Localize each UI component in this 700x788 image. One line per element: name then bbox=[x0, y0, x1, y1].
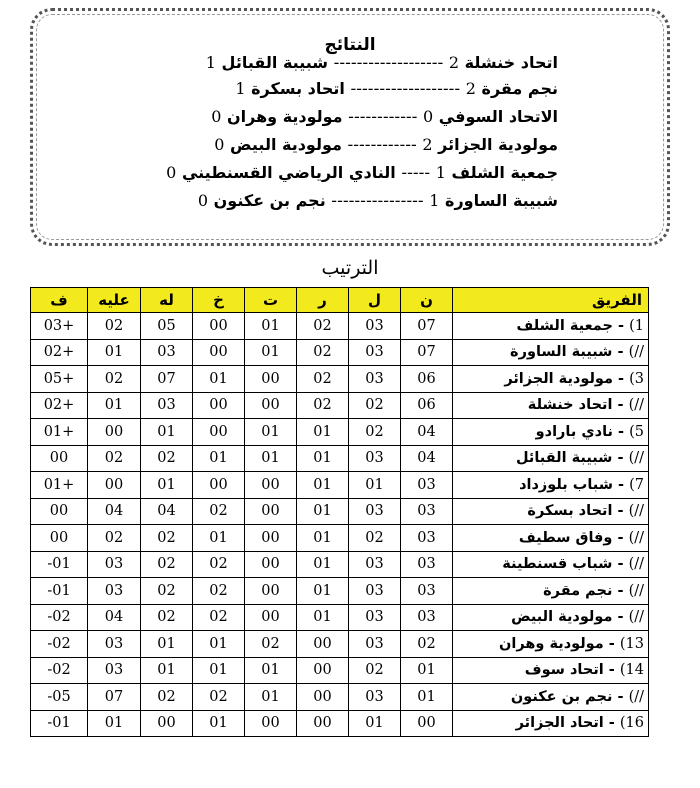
home-team: اتحاد خنشلة bbox=[464, 53, 558, 72]
blank-cell: 01 bbox=[193, 366, 245, 393]
away-team: اتحاد بسكرة bbox=[251, 79, 345, 98]
header-lost: ت bbox=[245, 288, 297, 313]
team-name: مولودية الجزائر bbox=[504, 370, 613, 387]
table-row bbox=[31, 366, 649, 393]
goals-for-cell: 03 bbox=[141, 392, 193, 419]
drawn-cell: 00 bbox=[297, 710, 349, 737]
rank-label: //) bbox=[628, 397, 644, 414]
table-row bbox=[31, 710, 649, 737]
rank-label: //) bbox=[628, 582, 644, 599]
blank-cell: 01 bbox=[193, 631, 245, 658]
goal-diff-cell: 01- bbox=[31, 710, 88, 737]
team-cell: //) - اتحاد بسكرة bbox=[453, 498, 649, 525]
result-line bbox=[138, 52, 558, 74]
table-row bbox=[31, 684, 649, 711]
away-score: 0 bbox=[214, 135, 225, 154]
played-cell: 01 bbox=[401, 684, 453, 711]
played-cell: 03 bbox=[401, 525, 453, 552]
blank-cell: 00 bbox=[193, 419, 245, 446]
team-cell: //) - شباب قسنطينة bbox=[453, 551, 649, 578]
standings-table bbox=[30, 287, 649, 737]
played-cell: 03 bbox=[401, 498, 453, 525]
blank-cell: 02 bbox=[193, 578, 245, 605]
won-cell: 02 bbox=[349, 419, 401, 446]
team-name: نجم مقرة bbox=[543, 582, 613, 599]
goals-against-cell: 02 bbox=[88, 366, 141, 393]
lost-cell: 01 bbox=[245, 313, 297, 340]
rank-label: //) bbox=[628, 503, 644, 520]
team-cell: 3) - مولودية الجزائر bbox=[453, 366, 649, 393]
lost-cell: 00 bbox=[245, 392, 297, 419]
team-name: مولودية البيض bbox=[511, 609, 613, 626]
goals-against-cell: 03 bbox=[88, 551, 141, 578]
won-cell: 03 bbox=[349, 313, 401, 340]
dash-separator: ------------ bbox=[348, 107, 418, 126]
team-name: اتحاد سوف bbox=[524, 662, 604, 679]
goals-against-cell: 03 bbox=[88, 631, 141, 658]
won-cell: 03 bbox=[349, 366, 401, 393]
home-team: مولودية الجزائر bbox=[438, 135, 558, 154]
rank-label: 7) bbox=[629, 476, 644, 493]
rank-label: //) bbox=[628, 609, 644, 626]
away-score: 0 bbox=[197, 191, 209, 210]
rank-label: //) bbox=[628, 450, 644, 467]
played-cell: 06 bbox=[401, 392, 453, 419]
goals-for-cell: 05 bbox=[141, 313, 193, 340]
blank-cell: 01 bbox=[193, 710, 245, 737]
won-cell: 02 bbox=[349, 392, 401, 419]
goals-against-cell: 01 bbox=[88, 710, 141, 737]
goals-against-cell: 01 bbox=[88, 392, 141, 419]
lost-cell: 01 bbox=[245, 445, 297, 472]
rank-label: 16) bbox=[619, 715, 644, 732]
won-cell: 03 bbox=[349, 631, 401, 658]
played-cell: 01 bbox=[401, 657, 453, 684]
header-drawn: ر bbox=[297, 288, 349, 313]
team-name: شبيبة الساورة bbox=[510, 344, 613, 361]
lost-cell: 00 bbox=[245, 366, 297, 393]
goals-for-cell: 02 bbox=[141, 525, 193, 552]
table-row bbox=[31, 445, 649, 472]
goal-diff-cell: +01 bbox=[31, 419, 88, 446]
table-row bbox=[31, 313, 649, 340]
header-goal-diff: ف bbox=[31, 288, 88, 313]
lost-cell: 01 bbox=[245, 419, 297, 446]
drawn-cell: 01 bbox=[297, 445, 349, 472]
goals-for-cell: 01 bbox=[141, 472, 193, 499]
blank-cell: 02 bbox=[193, 604, 245, 631]
home-score: 1 bbox=[429, 191, 440, 210]
away-score: 0 bbox=[211, 107, 222, 126]
goal-diff-cell: +01 bbox=[31, 472, 88, 499]
rank-label: 5) bbox=[629, 423, 644, 440]
drawn-cell: 01 bbox=[297, 472, 349, 499]
result-line bbox=[138, 162, 558, 184]
blank-cell: 01 bbox=[193, 525, 245, 552]
goal-diff-cell: 01- bbox=[31, 578, 88, 605]
away-score: 1 bbox=[205, 53, 216, 72]
home-score: 0 bbox=[423, 107, 434, 126]
team-cell: //) - اتحاد خنشلة bbox=[453, 392, 649, 419]
lost-cell: 00 bbox=[245, 498, 297, 525]
team-name: اتحاد خنشلة bbox=[527, 397, 613, 414]
won-cell: 03 bbox=[349, 604, 401, 631]
header-blank: خ bbox=[193, 288, 245, 313]
home-score: 2 bbox=[465, 79, 476, 98]
played-cell: 03 bbox=[401, 604, 453, 631]
team-name: شبيبة القبائل bbox=[515, 450, 613, 467]
result-line bbox=[138, 106, 558, 128]
blank-cell: 00 bbox=[193, 392, 245, 419]
team-name: وفاق سطيف bbox=[518, 529, 613, 546]
rank-label: 1) bbox=[629, 317, 644, 334]
away-score: 0 bbox=[166, 163, 177, 182]
table-row bbox=[31, 525, 649, 552]
blank-cell: 01 bbox=[193, 657, 245, 684]
drawn-cell: 01 bbox=[297, 525, 349, 552]
goals-for-cell: 01 bbox=[141, 419, 193, 446]
team-cell: 5) - نادي بارادو bbox=[453, 419, 649, 446]
goal-diff-cell: +05 bbox=[31, 366, 88, 393]
rank-label: //) bbox=[628, 556, 644, 573]
away-team: مولودية وهران bbox=[226, 107, 343, 126]
goals-against-cell: 02 bbox=[88, 313, 141, 340]
blank-cell: 02 bbox=[193, 498, 245, 525]
team-cell: 1) - جمعية الشلف bbox=[453, 313, 649, 340]
goals-for-cell: 04 bbox=[141, 498, 193, 525]
lost-cell: 00 bbox=[245, 578, 297, 605]
lost-cell: 00 bbox=[245, 472, 297, 499]
won-cell: 01 bbox=[349, 472, 401, 499]
lost-cell: 01 bbox=[245, 339, 297, 366]
rank-label: //) bbox=[628, 688, 644, 705]
lost-cell: 00 bbox=[245, 604, 297, 631]
result-line bbox=[138, 190, 558, 212]
ranking-title: الترتيب bbox=[321, 257, 379, 279]
won-cell: 03 bbox=[349, 551, 401, 578]
team-cell: 16) - اتحاد الجزائر bbox=[453, 710, 649, 737]
table-row bbox=[31, 419, 649, 446]
won-cell: 03 bbox=[349, 339, 401, 366]
blank-cell: 02 bbox=[193, 684, 245, 711]
goal-diff-cell: +03 bbox=[31, 313, 88, 340]
played-cell: 03 bbox=[401, 551, 453, 578]
dash-separator: ---------------- bbox=[331, 191, 424, 210]
rank-label: //) bbox=[628, 344, 644, 361]
table-row bbox=[31, 339, 649, 366]
team-name: نادي بارادو bbox=[535, 423, 613, 440]
team-cell: //) - وفاق سطيف bbox=[453, 525, 649, 552]
header-won: ل bbox=[349, 288, 401, 313]
drawn-cell: 01 bbox=[297, 419, 349, 446]
header-goals-against: عليه bbox=[88, 288, 141, 313]
team-cell: 14) - اتحاد سوف bbox=[453, 657, 649, 684]
goal-diff-cell: 01- bbox=[31, 551, 88, 578]
played-cell: 03 bbox=[401, 472, 453, 499]
dash-separator: ------------ bbox=[347, 135, 417, 154]
rank-label: 14) bbox=[619, 662, 644, 679]
goal-diff-cell: 02- bbox=[31, 631, 88, 658]
team-name: شباب بلوزداد bbox=[519, 476, 613, 493]
goal-diff-cell: 02- bbox=[31, 657, 88, 684]
blank-cell: 00 bbox=[193, 313, 245, 340]
goals-for-cell: 01 bbox=[141, 657, 193, 684]
home-team: شبيبة الساورة bbox=[445, 191, 558, 210]
team-name: نجم بن عكنون bbox=[510, 688, 613, 705]
won-cell: 03 bbox=[349, 684, 401, 711]
drawn-cell: 02 bbox=[297, 313, 349, 340]
goals-for-cell: 01 bbox=[141, 631, 193, 658]
goals-for-cell: 02 bbox=[141, 604, 193, 631]
lost-cell: 01 bbox=[245, 684, 297, 711]
drawn-cell: 01 bbox=[297, 551, 349, 578]
rank-label: //) bbox=[628, 529, 644, 546]
played-cell: 06 bbox=[401, 366, 453, 393]
drawn-cell: 01 bbox=[297, 498, 349, 525]
dash-separator: ------------------- bbox=[350, 79, 461, 98]
home-score: 2 bbox=[448, 53, 460, 72]
goals-against-cell: 04 bbox=[88, 498, 141, 525]
goals-for-cell: 02 bbox=[141, 445, 193, 472]
won-cell: 01 bbox=[349, 710, 401, 737]
goals-against-cell: 04 bbox=[88, 604, 141, 631]
lost-cell: 00 bbox=[245, 525, 297, 552]
team-cell: //) - نجم بن عكنون bbox=[453, 684, 649, 711]
blank-cell: 00 bbox=[193, 472, 245, 499]
team-name: شباب قسنطينة bbox=[502, 556, 613, 573]
blank-cell: 02 bbox=[193, 551, 245, 578]
result-line bbox=[138, 134, 558, 156]
table-row bbox=[31, 472, 649, 499]
drawn-cell: 00 bbox=[297, 631, 349, 658]
away-team: شبيبة القبائل bbox=[221, 53, 328, 72]
table-row bbox=[31, 657, 649, 684]
played-cell: 04 bbox=[401, 445, 453, 472]
table-row bbox=[31, 551, 649, 578]
table-row bbox=[31, 578, 649, 605]
rank-label: 3) bbox=[629, 370, 644, 387]
goals-for-cell: 03 bbox=[141, 339, 193, 366]
goal-diff-cell: 00 bbox=[31, 525, 88, 552]
played-cell: 02 bbox=[401, 631, 453, 658]
drawn-cell: 02 bbox=[297, 392, 349, 419]
goals-against-cell: 03 bbox=[88, 578, 141, 605]
goals-for-cell: 02 bbox=[141, 684, 193, 711]
table-row bbox=[31, 631, 649, 658]
goals-against-cell: 01 bbox=[88, 339, 141, 366]
team-cell: //) - نجم مقرة bbox=[453, 578, 649, 605]
team-name: اتحاد بسكرة bbox=[527, 503, 613, 520]
goal-diff-cell: +02 bbox=[31, 339, 88, 366]
away-team: مولودية البيض bbox=[230, 135, 342, 154]
home-score: 2 bbox=[422, 135, 433, 154]
goals-against-cell: 00 bbox=[88, 419, 141, 446]
goal-diff-cell: 05- bbox=[31, 684, 88, 711]
lost-cell: 01 bbox=[245, 657, 297, 684]
results-title: النتائج bbox=[324, 35, 376, 55]
blank-cell: 01 bbox=[193, 445, 245, 472]
won-cell: 03 bbox=[349, 498, 401, 525]
won-cell: 03 bbox=[349, 445, 401, 472]
dash-separator: ----- bbox=[401, 163, 431, 182]
drawn-cell: 00 bbox=[297, 684, 349, 711]
home-team: نجم مقرة bbox=[481, 79, 558, 98]
goals-against-cell: 07 bbox=[88, 684, 141, 711]
drawn-cell: 02 bbox=[297, 366, 349, 393]
won-cell: 03 bbox=[349, 578, 401, 605]
away-score: 1 bbox=[235, 79, 246, 98]
drawn-cell: 02 bbox=[297, 339, 349, 366]
goals-against-cell: 00 bbox=[88, 472, 141, 499]
goal-diff-cell: 02- bbox=[31, 604, 88, 631]
home-score: 1 bbox=[435, 163, 446, 182]
table-row bbox=[31, 604, 649, 631]
home-team: الاتحاد السوفي bbox=[438, 107, 558, 126]
drawn-cell: 00 bbox=[297, 657, 349, 684]
goals-against-cell: 02 bbox=[88, 525, 141, 552]
goals-for-cell: 07 bbox=[141, 366, 193, 393]
blank-cell: 00 bbox=[193, 339, 245, 366]
lost-cell: 02 bbox=[245, 631, 297, 658]
team-name: مولودية وهران bbox=[498, 635, 604, 652]
drawn-cell: 01 bbox=[297, 578, 349, 605]
played-cell: 04 bbox=[401, 419, 453, 446]
away-team: نجم بن عكنون bbox=[213, 191, 326, 210]
played-cell: 00 bbox=[401, 710, 453, 737]
team-cell: 7) - شباب بلوزداد bbox=[453, 472, 649, 499]
goals-for-cell: 02 bbox=[141, 551, 193, 578]
goal-diff-cell: +02 bbox=[31, 392, 88, 419]
lost-cell: 00 bbox=[245, 551, 297, 578]
team-cell: //) - مولودية البيض bbox=[453, 604, 649, 631]
played-cell: 03 bbox=[401, 578, 453, 605]
goals-against-cell: 03 bbox=[88, 657, 141, 684]
lost-cell: 00 bbox=[245, 710, 297, 737]
header-played: ن bbox=[401, 288, 453, 313]
won-cell: 02 bbox=[349, 657, 401, 684]
rank-label: 13) bbox=[619, 635, 644, 652]
goal-diff-cell: 00 bbox=[31, 498, 88, 525]
drawn-cell: 01 bbox=[297, 604, 349, 631]
table-row bbox=[31, 392, 649, 419]
team-cell: 13) - مولودية وهران bbox=[453, 631, 649, 658]
played-cell: 07 bbox=[401, 313, 453, 340]
table-row bbox=[31, 498, 649, 525]
team-name: جمعية الشلف bbox=[516, 317, 613, 334]
header-team: الفريق bbox=[453, 288, 649, 313]
goal-diff-cell: 00 bbox=[31, 445, 88, 472]
away-team: النادي الرياضي القسنطيني bbox=[181, 163, 396, 182]
played-cell: 07 bbox=[401, 339, 453, 366]
header-goals-for: له bbox=[141, 288, 193, 313]
team-name: اتحاد الجزائر bbox=[515, 715, 604, 732]
goals-for-cell: 02 bbox=[141, 578, 193, 605]
goals-against-cell: 02 bbox=[88, 445, 141, 472]
won-cell: 02 bbox=[349, 525, 401, 552]
result-line bbox=[138, 78, 558, 100]
dash-separator: ------------------- bbox=[333, 53, 444, 72]
goals-for-cell: 00 bbox=[141, 710, 193, 737]
team-cell: //) - شبيبة القبائل bbox=[453, 445, 649, 472]
home-team: جمعية الشلف bbox=[451, 163, 558, 182]
team-cell: //) - شبيبة الساورة bbox=[453, 339, 649, 366]
table-header-row bbox=[31, 288, 649, 313]
